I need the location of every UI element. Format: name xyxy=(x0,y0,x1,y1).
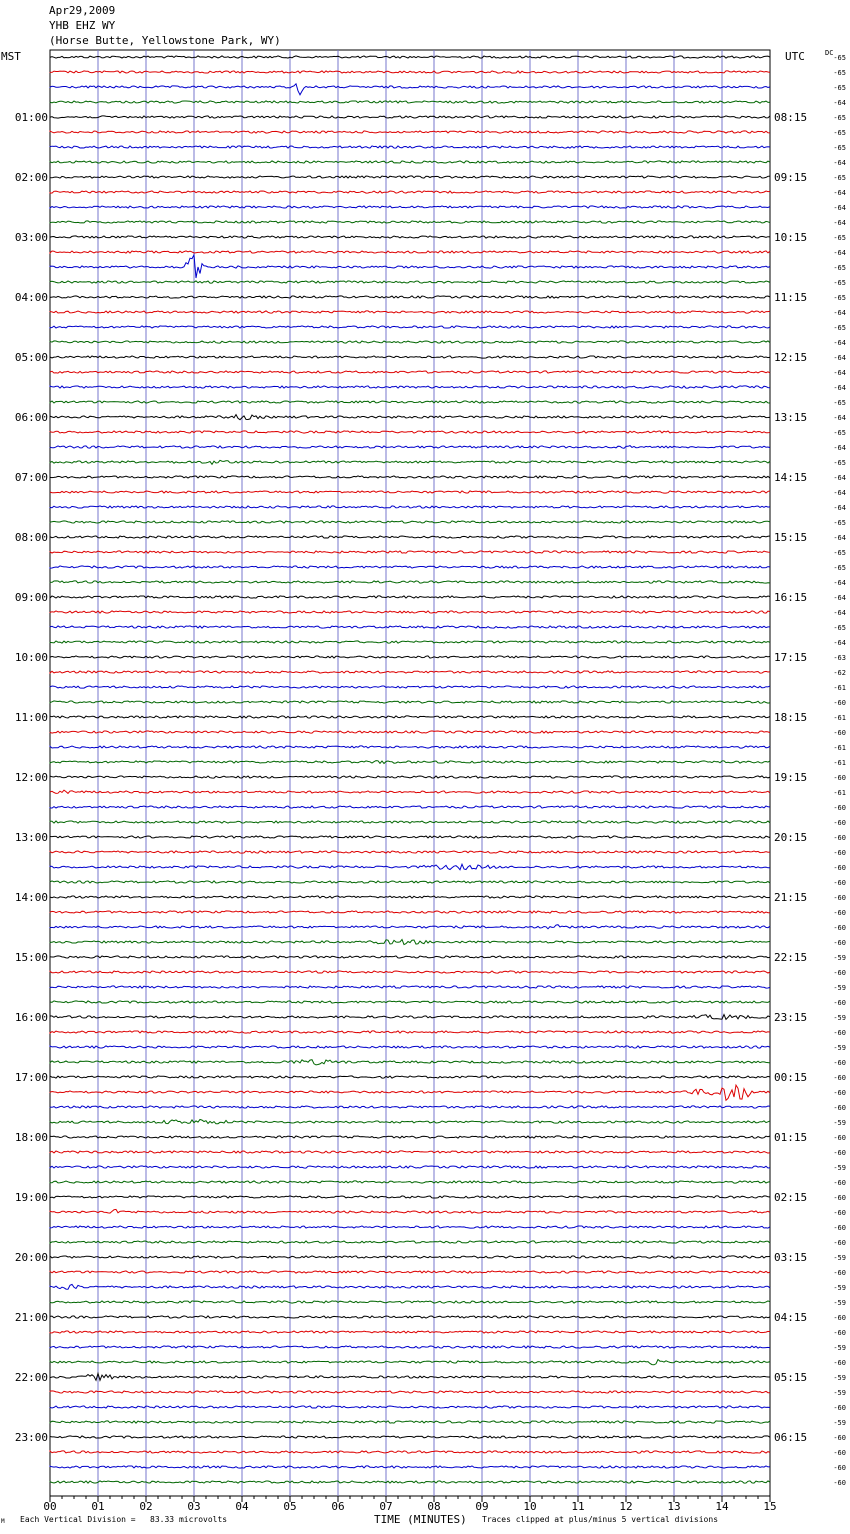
trace-row xyxy=(50,971,770,973)
dc-offset-value: -65 xyxy=(833,399,846,407)
trace-row xyxy=(50,851,770,853)
trace-row xyxy=(50,701,770,703)
dc-offset-value: -60 xyxy=(833,1434,846,1442)
dc-offset-value: -65 xyxy=(833,144,846,152)
utc-hour-label: 20:15 xyxy=(774,831,808,844)
utc-hour-label: 19:15 xyxy=(774,771,808,784)
trace-row xyxy=(50,131,770,133)
trace-row xyxy=(50,1481,770,1483)
x-tick-label: 14 xyxy=(715,1500,729,1513)
dc-offset-value: -60 xyxy=(833,1464,846,1472)
trace-row xyxy=(50,84,770,95)
utc-hour-label: 17:15 xyxy=(774,651,808,664)
dc-offset-value: -64 xyxy=(833,504,846,512)
dc-offset-value: -60 xyxy=(833,1194,846,1202)
trace-row xyxy=(50,881,770,883)
dc-offset-value: -60 xyxy=(833,1269,846,1277)
mst-hour-label: 10:00 xyxy=(14,651,48,664)
trace-row xyxy=(50,251,770,253)
dc-offset-value: -59 xyxy=(833,1254,846,1262)
x-axis-title: TIME (MINUTES) xyxy=(374,1513,467,1526)
dc-offset-value: -65 xyxy=(833,69,846,77)
trace-row xyxy=(50,1256,770,1258)
trace-row xyxy=(50,1046,770,1048)
trace-row xyxy=(50,476,770,478)
x-tick-label: 13 xyxy=(667,1500,681,1513)
dc-offset-value: -60 xyxy=(833,1359,846,1367)
scale-note: Each Vertical Division = 83.33 microvolts xyxy=(20,1515,228,1524)
trace-row xyxy=(50,1284,770,1289)
dc-offset-value: -64 xyxy=(833,474,846,482)
mst-hour-label: 13:00 xyxy=(14,831,48,844)
mst-hour-label: 16:00 xyxy=(14,1011,48,1024)
trace-row xyxy=(50,491,770,493)
trace-row xyxy=(50,1196,770,1198)
dc-offset-value: -59 xyxy=(833,1344,846,1352)
dc-offset-value: -60 xyxy=(833,1479,846,1487)
trace-row xyxy=(50,686,770,688)
trace-row xyxy=(50,326,770,328)
trace-row xyxy=(50,356,770,358)
dc-offset-value: -65 xyxy=(833,624,846,632)
utc-hour-label: 01:15 xyxy=(774,1131,808,1144)
dc-offset-value: -60 xyxy=(833,699,846,707)
trace-row xyxy=(50,566,770,568)
trace-row xyxy=(50,536,770,538)
trace-row xyxy=(50,776,770,778)
trace-row xyxy=(50,56,770,58)
trace-row xyxy=(50,1031,770,1033)
trace-row xyxy=(50,521,770,523)
trace-row xyxy=(50,116,770,118)
trace-row xyxy=(50,1271,770,1273)
dc-offset-value: -61 xyxy=(833,684,846,692)
trace-row xyxy=(50,1316,770,1318)
trace-row xyxy=(50,925,770,929)
dc-offset-value: -65 xyxy=(833,519,846,527)
utc-hour-label: 10:15 xyxy=(774,231,808,244)
dc-offset-value: -60 xyxy=(833,1239,846,1247)
trace-row xyxy=(50,176,770,178)
trace-row xyxy=(50,1085,770,1100)
trace-row xyxy=(50,236,770,238)
dc-offset-value: -60 xyxy=(833,1179,846,1187)
dc-offset-value: -60 xyxy=(833,1449,846,1457)
dc-offset-value: -59 xyxy=(833,1119,846,1127)
trace-row xyxy=(50,671,770,673)
x-tick-label: 12 xyxy=(619,1500,633,1513)
dc-offset-value: -59 xyxy=(833,1044,846,1052)
trace-row xyxy=(50,401,770,403)
mst-hour-label: 19:00 xyxy=(14,1191,48,1204)
mst-hour-label: 17:00 xyxy=(14,1071,48,1084)
trace-row xyxy=(50,656,770,658)
dc-offset-value: -60 xyxy=(833,804,846,812)
trace-row xyxy=(50,191,770,193)
trace-row xyxy=(50,1226,770,1228)
x-tick-label: 08 xyxy=(427,1500,441,1513)
dc-offset-value: -60 xyxy=(833,1224,846,1232)
dc-offset-value: -60 xyxy=(833,1074,846,1082)
dc-offset-value: -64 xyxy=(833,639,846,647)
utc-hour-label: 03:15 xyxy=(774,1251,808,1264)
trace-row xyxy=(50,896,770,898)
x-tick-label: 15 xyxy=(763,1500,777,1513)
trace-row xyxy=(50,1451,770,1453)
trace-row xyxy=(50,146,770,148)
trace-row xyxy=(50,1360,770,1365)
trace-row xyxy=(50,1241,770,1243)
dc-offset-value: -60 xyxy=(833,969,846,977)
dc-offset-value: -61 xyxy=(833,759,846,767)
dc-offset-value: -60 xyxy=(833,819,846,827)
dc-offset-value: -65 xyxy=(833,174,846,182)
dc-offset-value: -60 xyxy=(833,1089,846,1097)
x-tick-label: 06 xyxy=(331,1500,345,1513)
dc-offset-value: -65 xyxy=(833,279,846,287)
mst-hour-label: 23:00 xyxy=(14,1431,48,1444)
trace-row xyxy=(50,1466,770,1468)
dc-offset-value: -64 xyxy=(833,579,846,587)
station-place: (Horse Butte, Yellowstone Park, WY) xyxy=(49,34,281,47)
mst-hour-label: 03:00 xyxy=(14,231,48,244)
x-tick-label: 11 xyxy=(571,1500,585,1513)
utc-hour-label: 06:15 xyxy=(774,1431,808,1444)
trace-row xyxy=(50,1209,770,1213)
dc-offset-value: -64 xyxy=(833,384,846,392)
dc-offset-value: -64 xyxy=(833,99,846,107)
utc-hour-label: 02:15 xyxy=(774,1191,808,1204)
trace-row xyxy=(50,806,770,808)
trace-row xyxy=(50,161,770,163)
station-code: YHB EHZ WY xyxy=(49,19,116,32)
dc-offset-value: -60 xyxy=(833,1134,846,1142)
dc-offset-value: -60 xyxy=(833,939,846,947)
dc-offset-value: -60 xyxy=(833,1404,846,1412)
dc-offset-value: -60 xyxy=(833,879,846,887)
dc-offset-value: -60 xyxy=(833,1104,846,1112)
dc-offset-value: -59 xyxy=(833,1284,846,1292)
mst-hour-label: 02:00 xyxy=(14,171,48,184)
dc-offset-value: -60 xyxy=(833,1029,846,1037)
dc-offset-value: -64 xyxy=(833,414,846,422)
mst-hour-label: 20:00 xyxy=(14,1251,48,1264)
mst-hour-label: 05:00 xyxy=(14,351,48,364)
mst-hour-label: 22:00 xyxy=(14,1371,48,1384)
dc-offset-value: -65 xyxy=(833,429,846,437)
left-timezone-label: MST xyxy=(1,50,21,63)
x-tick-label: 03 xyxy=(187,1500,201,1513)
trace-row xyxy=(50,940,770,945)
utc-hour-label: 12:15 xyxy=(774,351,808,364)
trace-row xyxy=(50,431,770,433)
mst-hour-label: 15:00 xyxy=(14,951,48,964)
trace-row xyxy=(50,716,770,718)
dc-offset-value: -60 xyxy=(833,1149,846,1157)
dc-offset-value: -64 xyxy=(833,189,846,197)
trace-row xyxy=(50,506,770,508)
mst-hour-label: 18:00 xyxy=(14,1131,48,1144)
dc-offset-value: -60 xyxy=(833,774,846,782)
dc-offset-value: -59 xyxy=(833,1419,846,1427)
trace-row xyxy=(50,1076,770,1078)
utc-hour-label: 00:15 xyxy=(774,1071,808,1084)
trace-row xyxy=(50,581,770,583)
trace-row xyxy=(50,101,770,103)
mst-hour-label: 11:00 xyxy=(14,711,48,724)
trace-row xyxy=(50,1060,770,1065)
trace-row xyxy=(50,641,770,643)
dc-offset-value: -65 xyxy=(833,324,846,332)
trace-row xyxy=(50,626,770,628)
trace-row xyxy=(50,1421,770,1423)
trace-row xyxy=(50,911,770,913)
dc-offset-value: -65 xyxy=(833,294,846,302)
x-tick-label: 02 xyxy=(139,1500,153,1513)
mst-hour-label: 12:00 xyxy=(14,771,48,784)
mst-hour-label: 14:00 xyxy=(14,891,48,904)
utc-hour-label: 14:15 xyxy=(774,471,808,484)
dc-offset-value: -60 xyxy=(833,834,846,842)
mst-hour-label: 09:00 xyxy=(14,591,48,604)
trace-row xyxy=(50,371,770,373)
mst-hour-label: 06:00 xyxy=(14,411,48,424)
dc-offset-value: -64 xyxy=(833,594,846,602)
trace-row xyxy=(50,1106,770,1108)
trace-row xyxy=(50,281,770,283)
dc-offset-value: -60 xyxy=(833,1329,846,1337)
dc-offset-value: -59 xyxy=(833,1374,846,1382)
dc-offset-value: -60 xyxy=(833,999,846,1007)
trace-row xyxy=(50,761,770,764)
trace-row xyxy=(50,221,770,223)
trace-row xyxy=(50,255,770,278)
x-tick-label: 09 xyxy=(475,1500,489,1513)
trace-row xyxy=(50,1391,770,1393)
dc-offset-value: -64 xyxy=(833,159,846,167)
trace-row xyxy=(50,986,770,988)
trace-row xyxy=(50,1331,770,1333)
trace-row xyxy=(50,611,770,613)
dc-offset-value: -59 xyxy=(833,1299,846,1307)
dc-offset-value: -64 xyxy=(833,354,846,362)
dc-offset-value: -64 xyxy=(833,369,846,377)
dc-offset-value: -60 xyxy=(833,729,846,737)
trace-row xyxy=(50,446,770,449)
dc-label: DC xyxy=(825,49,834,57)
dc-offset-value: -64 xyxy=(833,249,846,257)
trace-row xyxy=(50,1136,770,1138)
utc-hour-label: 15:15 xyxy=(774,531,808,544)
utc-hour-label: 11:15 xyxy=(774,291,808,304)
trace-row xyxy=(50,1373,770,1380)
trace-row xyxy=(50,415,770,420)
mst-hour-label: 04:00 xyxy=(14,291,48,304)
trace-row xyxy=(50,956,770,958)
x-tick-label: 00 xyxy=(43,1500,57,1513)
dc-offset-value: -60 xyxy=(833,864,846,872)
x-tick-label: 05 xyxy=(283,1500,297,1513)
trace-row xyxy=(50,1015,770,1020)
dc-offset-value: -64 xyxy=(833,489,846,497)
dc-offset-value: -60 xyxy=(833,909,846,917)
trace-row xyxy=(50,311,770,313)
trace-row xyxy=(50,1436,770,1438)
dc-offset-value: -59 xyxy=(833,1164,846,1172)
plot-date: Apr29,2009 xyxy=(49,4,116,17)
mst-hour-label: 21:00 xyxy=(14,1311,48,1324)
mst-hour-label: 08:00 xyxy=(14,531,48,544)
utc-hour-label: 05:15 xyxy=(774,1371,808,1384)
trace-row xyxy=(50,1406,770,1408)
dc-offset-value: -65 xyxy=(833,54,846,62)
trace-row xyxy=(50,296,770,298)
dc-offset-value: -65 xyxy=(833,129,846,137)
utc-hour-label: 09:15 xyxy=(774,171,808,184)
utc-hour-label: 18:15 xyxy=(774,711,808,724)
dc-offset-value: -64 xyxy=(833,309,846,317)
utc-hour-label: 23:15 xyxy=(774,1011,808,1024)
dc-offset-value: -61 xyxy=(833,744,846,752)
dc-offset-value: -59 xyxy=(833,984,846,992)
x-tick-label: 07 xyxy=(379,1500,393,1513)
utc-hour-label: 13:15 xyxy=(774,411,808,424)
trace-row xyxy=(50,746,770,748)
trace-row xyxy=(50,731,770,733)
dc-offset-value: -65 xyxy=(833,234,846,242)
utc-hour-label: 22:15 xyxy=(774,951,808,964)
x-tick-label: 10 xyxy=(523,1500,537,1513)
trace-row xyxy=(50,836,770,838)
dc-offset-value: -64 xyxy=(833,204,846,212)
trace-row xyxy=(50,206,770,208)
trace-row xyxy=(50,864,770,870)
dc-offset-value: -62 xyxy=(833,669,846,677)
trace-row xyxy=(50,790,770,793)
dc-offset-value: -63 xyxy=(833,654,846,662)
trace-row xyxy=(50,1346,770,1348)
trace-row xyxy=(50,1166,770,1168)
dc-offset-value: -61 xyxy=(833,714,846,722)
trace-row xyxy=(50,1120,770,1124)
dc-offset-value: -64 xyxy=(833,534,846,542)
dc-offset-value: -60 xyxy=(833,894,846,902)
utc-hour-label: 21:15 xyxy=(774,891,808,904)
dc-offset-value: -65 xyxy=(833,564,846,572)
trace-row xyxy=(50,551,770,553)
dc-offset-value: -60 xyxy=(833,924,846,932)
trace-row xyxy=(50,1301,770,1303)
corner-mark: M xyxy=(1,1518,5,1525)
dc-offset-value: -65 xyxy=(833,114,846,122)
trace-row xyxy=(50,71,770,73)
dc-offset-value: -65 xyxy=(833,459,846,467)
x-tick-label: 04 xyxy=(235,1500,249,1513)
dc-offset-value: -60 xyxy=(833,849,846,857)
trace-row xyxy=(50,341,770,343)
clip-note: Traces clipped at plus/minus 5 vertical divisions xyxy=(482,1515,719,1524)
utc-hour-label: 08:15 xyxy=(774,111,808,124)
trace-row xyxy=(50,386,770,388)
dc-offset-value: -60 xyxy=(833,1209,846,1217)
trace-row xyxy=(50,460,770,464)
dc-offset-value: -64 xyxy=(833,444,846,452)
utc-hour-label: 16:15 xyxy=(774,591,808,604)
utc-hour-label: 04:15 xyxy=(774,1311,808,1324)
x-tick-label: 01 xyxy=(91,1500,105,1513)
dc-offset-value: -65 xyxy=(833,84,846,92)
dc-offset-value: -59 xyxy=(833,1014,846,1022)
mst-hour-label: 01:00 xyxy=(14,111,48,124)
dc-offset-value: -64 xyxy=(833,609,846,617)
trace-row xyxy=(50,1181,770,1183)
dc-offset-value: -59 xyxy=(833,1389,846,1397)
dc-offset-value: -65 xyxy=(833,264,846,272)
dc-offset-value: -64 xyxy=(833,219,846,227)
dc-offset-value: -64 xyxy=(833,339,846,347)
dc-offset-value: -65 xyxy=(833,549,846,557)
dc-offset-value: -59 xyxy=(833,954,846,962)
trace-row xyxy=(50,596,770,598)
dc-offset-value: -60 xyxy=(833,1314,846,1322)
trace-row xyxy=(50,821,770,823)
dc-offset-value: -61 xyxy=(833,789,846,797)
trace-row xyxy=(50,1151,770,1153)
trace-row xyxy=(50,1001,770,1003)
mst-hour-label: 07:00 xyxy=(14,471,48,484)
right-timezone-label: UTC xyxy=(785,50,805,63)
dc-offset-value: -60 xyxy=(833,1059,846,1067)
